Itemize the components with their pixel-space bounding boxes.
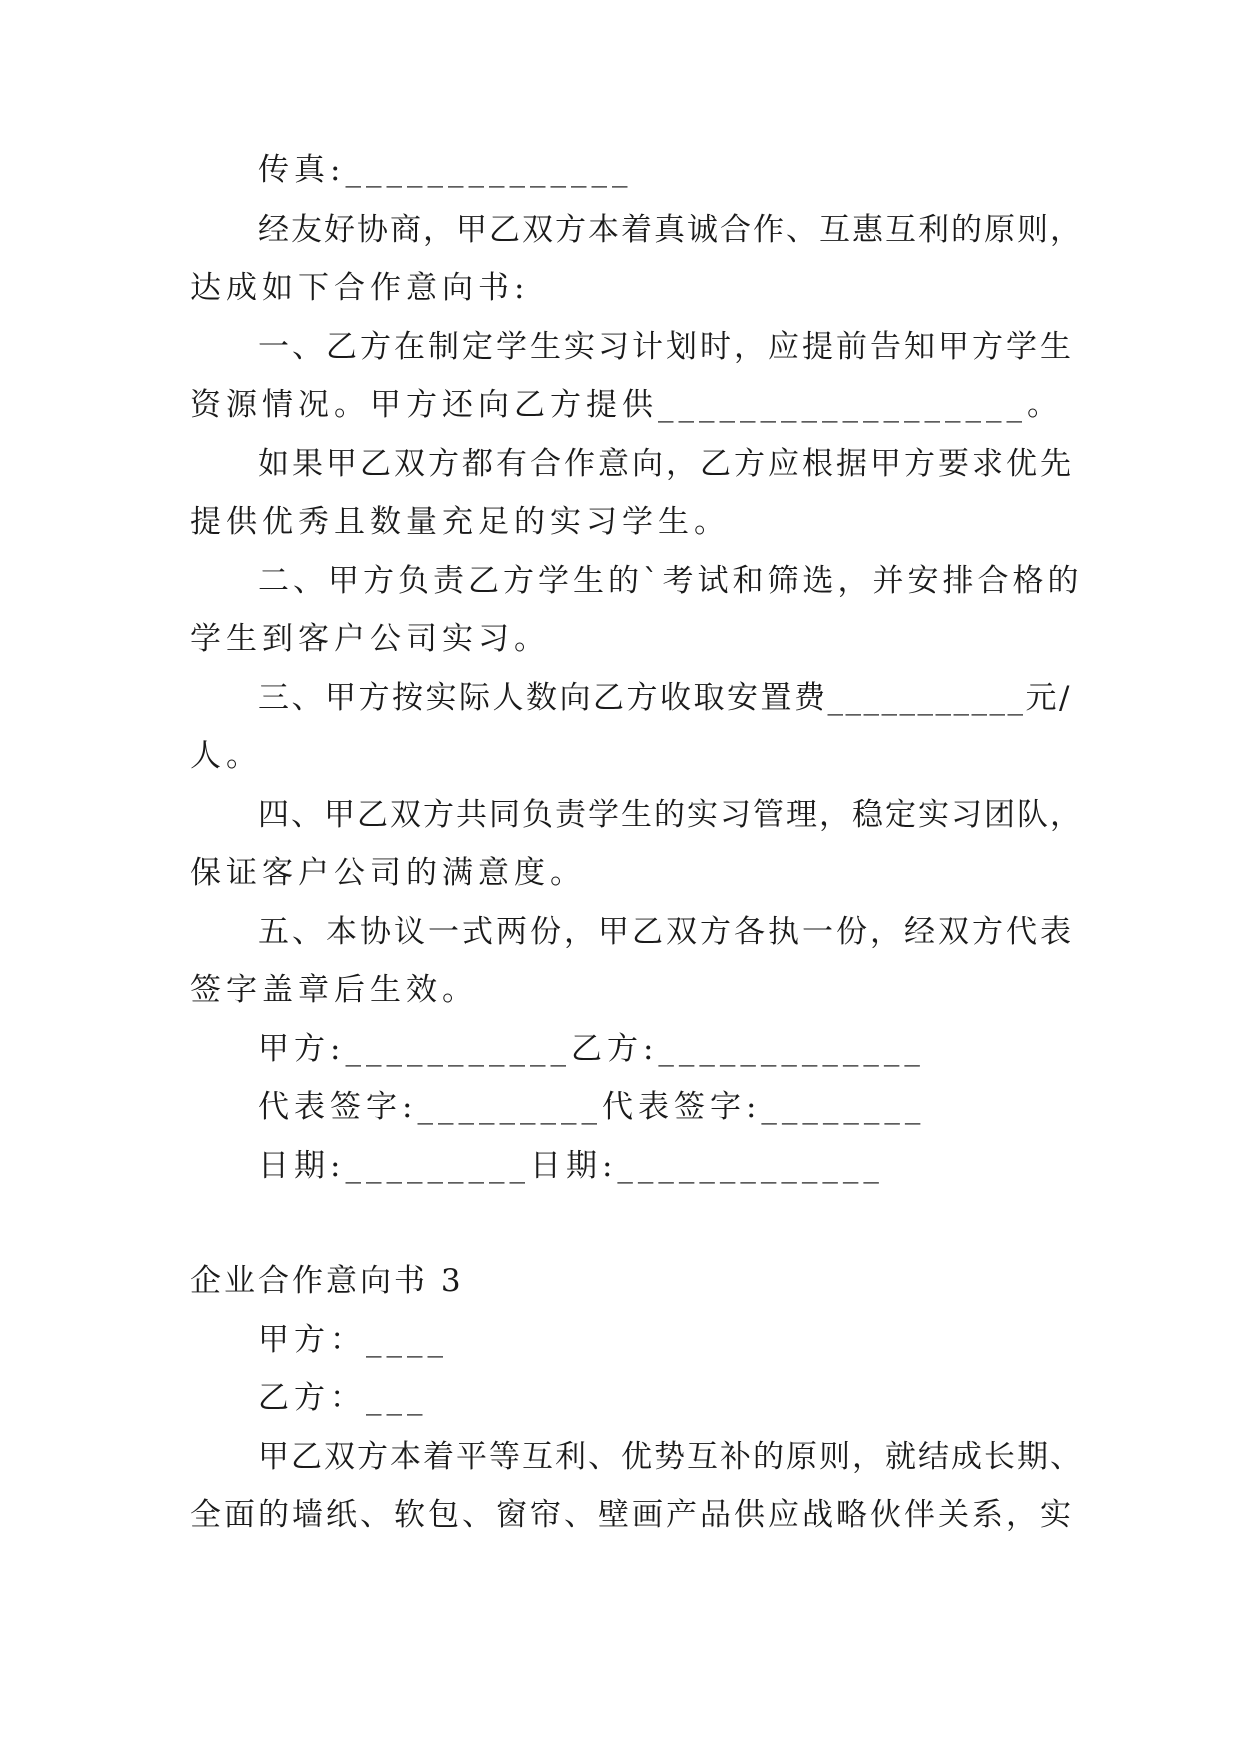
clause-1-line-2: 资源情况。甲方还向乙方提供__________________。 (190, 387, 1063, 423)
section-title: 企业合作意向书 3 (190, 1263, 464, 1299)
representative-signature-line: 代表签字:_________代表签字:________ (258, 1089, 926, 1125)
party-b-line: 乙方：___ (258, 1380, 428, 1416)
section-3-paragraph-line-2: 全面的墙纸、软包、窗帘、壁画产品供应战略伙伴关系，实 (190, 1497, 1074, 1533)
clause-1b-line-2: 提供优秀且数量充足的实习学生。 (190, 504, 730, 540)
clause-2-line-1: 二、甲方负责乙方学生的`考试和筛选，并安排合格的 (258, 563, 1083, 599)
clause-3-line-2: 人。 (190, 738, 262, 774)
clause-4-line-1: 四、甲乙双方共同负责学生的实习管理，稳定实习团队， (258, 797, 1083, 833)
party-a-line: 甲方：____ (258, 1322, 448, 1358)
clause-4-line-2: 保证客户公司的满意度。 (190, 855, 586, 891)
clause-2-line-2: 学生到客户公司实习。 (190, 621, 550, 657)
clause-1b-line-1: 如果甲乙双方都有合作意向，乙方应根据甲方要求优先 (258, 446, 1074, 482)
party-signature-line: 甲方:___________乙方:_____________ (258, 1031, 925, 1067)
clause-3-line-1: 三、甲方按实际人数向乙方收取安置费___________元/ (258, 680, 1072, 716)
clause-1-line-1: 一、乙方在制定学生实习计划时，应提前告知甲方学生 (258, 329, 1074, 365)
clause-5-line-2: 签字盖章后生效。 (190, 972, 478, 1008)
date-line: 日期:_________日期:_____________ (258, 1148, 884, 1184)
fax-line: 传真:______________ (258, 152, 633, 188)
section-3-paragraph-line-1: 甲乙双方本着平等互利、优势互补的原则，就结成长期、 (258, 1439, 1083, 1475)
clause-5-line-1: 五、本协议一式两份，甲乙双方各执一份，经双方代表 (258, 914, 1074, 950)
intro-paragraph-line-1: 经友好协商，甲乙双方本着真诚合作、互惠互利的原则， (258, 212, 1083, 248)
intro-paragraph-line-2: 达成如下合作意向书: (190, 270, 530, 306)
